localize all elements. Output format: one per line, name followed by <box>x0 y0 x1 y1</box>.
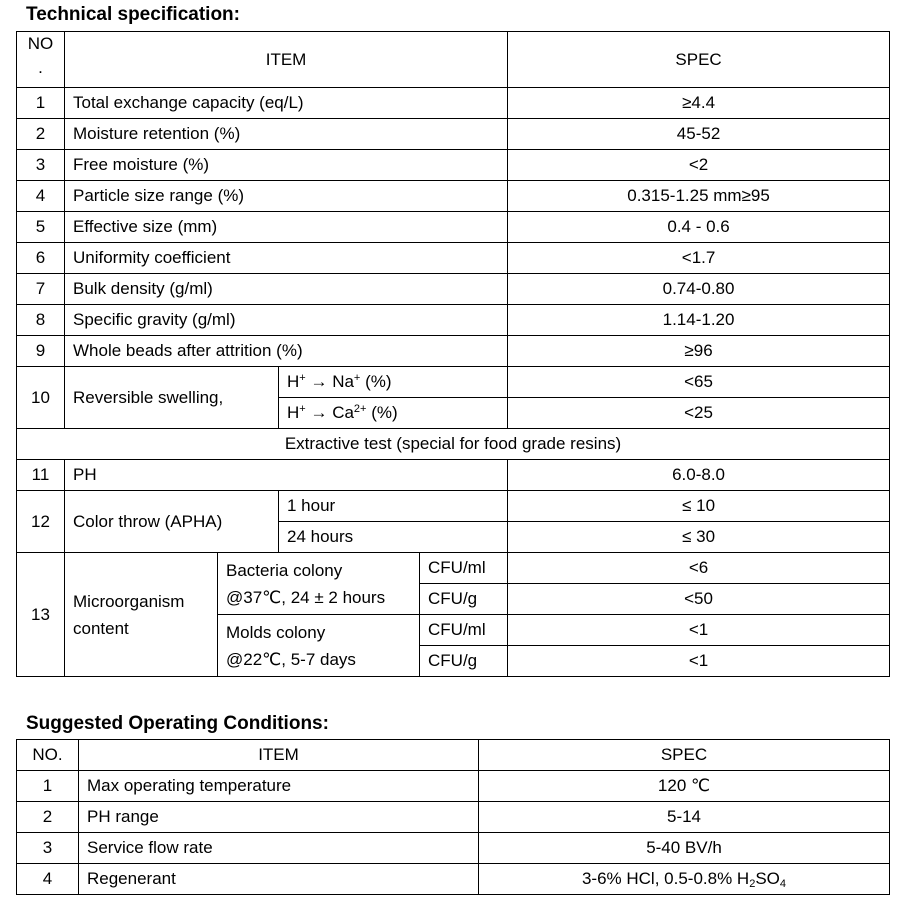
subscript: 2 <box>749 878 756 890</box>
bacteria-line2: @37℃, 24 ± 2 hours <box>226 587 386 607</box>
bacteria-line1: Bacteria colony <box>226 560 343 580</box>
unit-label: (%) <box>371 403 398 422</box>
table-row <box>17 212 890 243</box>
row-spec: 5-40 BV/h <box>479 833 890 864</box>
spec-header: SPEC <box>479 740 890 771</box>
table-row <box>17 181 890 212</box>
row-spec: <1 <box>508 646 890 677</box>
row-no: 8 <box>17 305 65 336</box>
row-item: PH <box>65 460 508 491</box>
arrow-icon: → <box>310 403 328 422</box>
row-spec: 1.14-1.20 <box>508 305 890 336</box>
table-row <box>17 771 890 802</box>
row-item: PH range <box>79 802 479 833</box>
micro-item-line1: Microorganism <box>73 591 185 611</box>
row-spec: ≤ 10 <box>508 491 890 522</box>
row-no: 13 <box>17 553 65 677</box>
row-spec: 6.0-8.0 <box>508 460 890 491</box>
table-row <box>17 305 890 336</box>
row-item: Free moisture (%) <box>65 150 508 181</box>
row-no: 4 <box>17 181 65 212</box>
no-header: NO. <box>17 740 79 771</box>
technical-spec-table <box>16 31 890 677</box>
regenerant-spec <box>479 864 890 895</box>
row-no: 3 <box>17 150 65 181</box>
molds-line1: Molds colony <box>226 622 326 642</box>
micro-unit: CFU/g <box>420 646 508 677</box>
row-no: 5 <box>17 212 65 243</box>
regenerant-spec-text: SO <box>755 869 780 888</box>
row-spec: 45-52 <box>508 119 890 150</box>
row-no: 11 <box>17 460 65 491</box>
table-row <box>17 460 890 491</box>
micro-item-line2: content <box>73 618 129 638</box>
extractive-heading: Extractive test (special for food grade resins) <box>17 429 890 460</box>
row-item: Regenerant <box>79 864 479 895</box>
row-spec: <50 <box>508 584 890 615</box>
calcium-label: Ca <box>332 403 354 422</box>
micro-unit: CFU/ml <box>420 553 508 584</box>
spec-header: SPEC <box>508 32 890 88</box>
micro-item-cell <box>65 553 218 677</box>
item-header: ITEM <box>79 740 479 771</box>
row-spec: <25 <box>508 398 890 429</box>
swelling-na-cell <box>279 367 508 398</box>
row-spec: <65 <box>508 367 890 398</box>
hydrogen-label: H <box>287 372 300 391</box>
row-item: Effective size (mm) <box>65 212 508 243</box>
row-no: 2 <box>17 802 79 833</box>
row-spec: 0.74-0.80 <box>508 274 890 305</box>
calcium-charge: 2+ <box>353 403 367 415</box>
item-header: ITEM <box>65 32 508 88</box>
row-item: Specific gravity (g/ml) <box>65 305 508 336</box>
row-spec: ≤ 30 <box>508 522 890 553</box>
swelling-ca-cell <box>279 398 508 429</box>
row-item: Max operating temperature <box>79 771 479 802</box>
table-row <box>17 274 890 305</box>
row-item: Moisture retention (%) <box>65 119 508 150</box>
table-row <box>17 88 890 119</box>
table-row <box>17 336 890 367</box>
row-spec: <1.7 <box>508 243 890 274</box>
row-spec: ≥4.4 <box>508 88 890 119</box>
row-spec: 0.4 - 0.6 <box>508 212 890 243</box>
row-spec: 120 ℃ <box>479 771 890 802</box>
row-no: 4 <box>17 864 79 895</box>
sodium-charge: + <box>353 372 361 384</box>
swelling-row <box>17 367 890 398</box>
row-spec: <1 <box>508 615 890 646</box>
row-no: 2 <box>17 119 65 150</box>
operating-section-title: Suggested Operating Conditions: <box>26 713 329 734</box>
table-row <box>17 243 890 274</box>
table-row <box>17 864 890 895</box>
subscript: 4 <box>779 878 787 890</box>
no-header-text: NO <box>27 34 54 53</box>
hydrogen-label: H <box>287 403 300 422</box>
row-item: Color throw (APHA) <box>65 491 279 553</box>
row-no: 9 <box>17 336 65 367</box>
row-item: Whole beads after attrition (%) <box>65 336 508 367</box>
color-row <box>17 491 890 522</box>
row-spec: <2 <box>508 150 890 181</box>
table-row <box>17 150 890 181</box>
row-item: Total exchange capacity (eq/L) <box>65 88 508 119</box>
row-no: 12 <box>17 491 65 553</box>
row-spec: 5-14 <box>479 802 890 833</box>
unit-label: (%) <box>365 372 392 391</box>
hydrogen-charge: + <box>299 372 306 384</box>
regenerant-spec-text: 3-6% HCl, 0.5-0.8% H <box>581 869 750 888</box>
color-sub-label: 1 hour <box>279 491 508 522</box>
table-row <box>17 119 890 150</box>
micro-row <box>17 553 890 584</box>
micro-unit: CFU/ml <box>420 615 508 646</box>
sodium-label: Na <box>332 372 354 391</box>
header-row <box>17 740 890 771</box>
molds-cell <box>218 615 420 677</box>
no-header-cell <box>17 32 65 88</box>
table-row <box>17 802 890 833</box>
arrow-icon: → <box>310 372 328 391</box>
color-sub-label: 24 hours <box>279 522 508 553</box>
extractive-heading-row <box>17 429 890 460</box>
row-no: 10 <box>17 367 65 429</box>
table-row <box>17 833 890 864</box>
micro-unit: CFU/g <box>420 584 508 615</box>
row-item: Bulk density (g/ml) <box>65 274 508 305</box>
header-row <box>17 32 890 88</box>
row-no: 3 <box>17 833 79 864</box>
row-no: 1 <box>17 88 65 119</box>
no-header-dot: . <box>38 58 43 77</box>
row-item: Service flow rate <box>79 833 479 864</box>
row-no: 6 <box>17 243 65 274</box>
hydrogen-charge: + <box>299 403 306 415</box>
row-spec: 0.315-1.25 mm≥95 <box>508 181 890 212</box>
row-spec: ≥96 <box>508 336 890 367</box>
row-no: 1 <box>17 771 79 802</box>
molds-line2: @22℃, 5-7 days <box>226 649 356 669</box>
operating-conditions-table <box>16 739 890 895</box>
bacteria-cell <box>218 553 420 615</box>
row-item: Reversible swelling, <box>65 367 279 429</box>
row-no: 7 <box>17 274 65 305</box>
row-item: Uniformity coefficient <box>65 243 508 274</box>
row-spec: <6 <box>508 553 890 584</box>
spec-section-title: Technical specification: <box>26 4 240 25</box>
row-item: Particle size range (%) <box>65 181 508 212</box>
